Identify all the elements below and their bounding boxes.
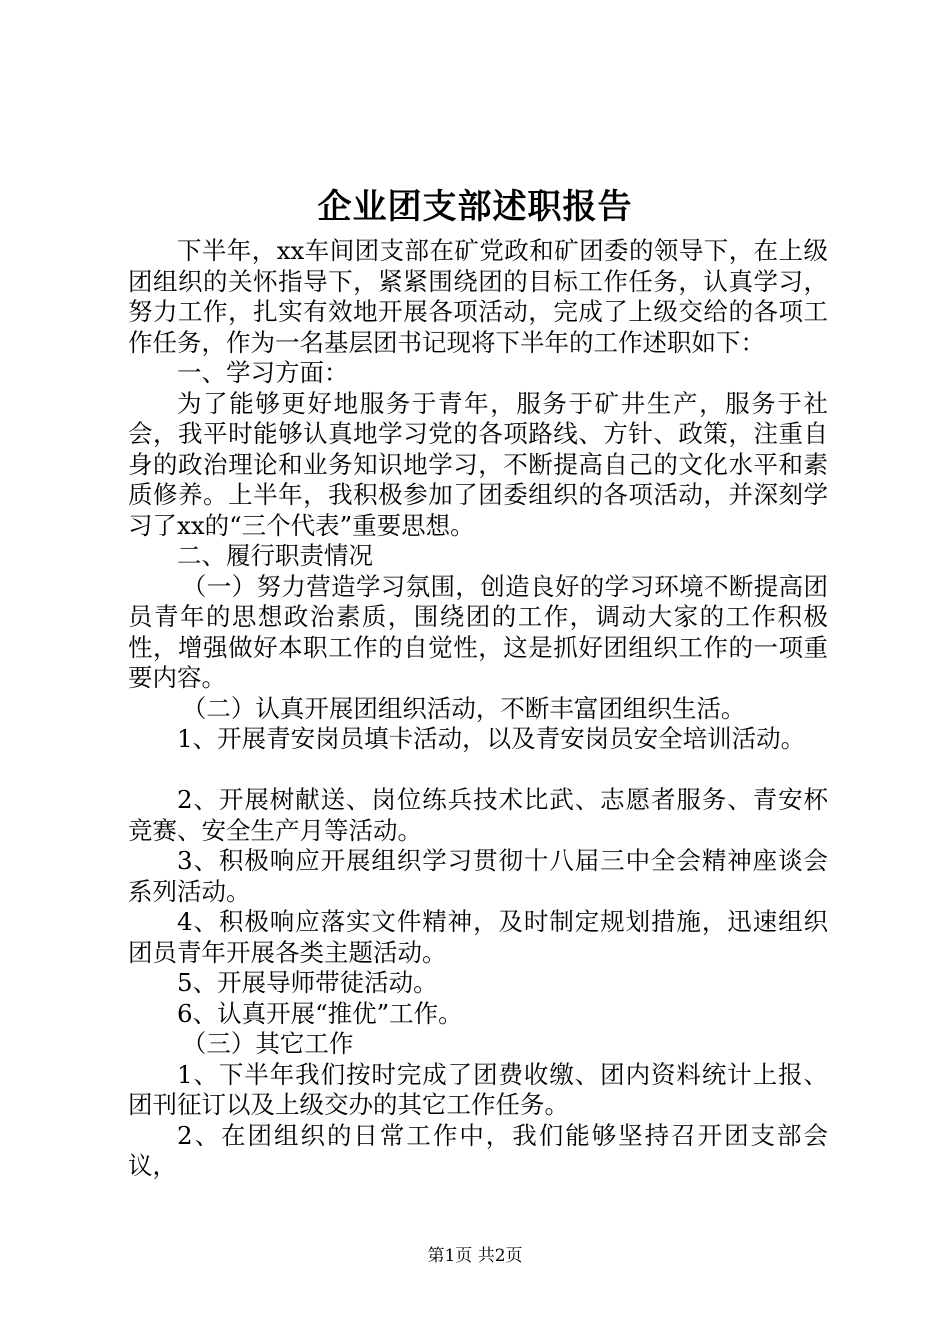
- list-item-3: 3、积极响应开展组织学习贯彻十八届三中全会精神座谈会系列活动。: [128, 846, 828, 906]
- paragraph-duties-1: （一）努力营造学习氛围，创造良好的学习环境不断提高团员青年的思想政治素质，围绕团的工作，调动大家的工作积极性，增强做好本职工作的自觉性，这是抓好团组织工作的一项重要内容。: [128, 571, 828, 692]
- document-body: [128, 236, 828, 1182]
- list-item-5: 5、开展导师带徒活动。: [177, 968, 438, 997]
- other-item-1: 1、下半年我们按时完成了团费收缴、团内资料统计上报、团刊征订以及上级交办的其它工作任务。: [128, 1059, 828, 1119]
- paragraph-intro: 下半年，xx车间团支部在矿党政和矿团委的领导下，在上级团组织的关怀指导下，紧紧围绕团的目标工作任务，认真学习，努力工作，扎实有效地开展各项活动，完成了上级交给的各项工作任务，作为一名基层团书记现将下半年的工作述职如下：: [128, 236, 828, 357]
- list-item-1: 1、开展青安岗员填卡活动，以及青安岗员安全培训活动。: [177, 724, 806, 753]
- section-heading-other: （三）其它工作: [181, 1029, 354, 1058]
- other-item-2: 2、在团组织的日常工作中，我们能够坚持召开团支部会议，: [128, 1120, 828, 1180]
- document-title: 企业团支部述职报告: [317, 187, 633, 227]
- paragraph-study: 为了能够更好地服务于青年，服务于矿井生产，服务于社会，我平时能够认真地学习党的各项路线、方针、政策，注重自身的政治理论和业务知识地学习，不断提高自己的文化水平和素质修养。上半年，我积极参加了团委组织的各项活动，并深刻学习了xx的“三个代表”重要思想。: [128, 388, 828, 540]
- list-item-4: 4、积极响应落实文件精神，及时制定规划措施，迅速组织团员青年开展各类主题活动。: [128, 907, 828, 967]
- list-item-2: 2、开展树献送、岗位练兵技术比武、志愿者服务、青安杯竞赛、安全生产月等活动。: [128, 785, 828, 845]
- section-heading-duties: 二、履行职责情况: [177, 541, 373, 570]
- page-footer: 第1页 共2页: [427, 1246, 523, 1266]
- section-heading-study: 一、学习方面：: [177, 358, 349, 387]
- list-item-6: 6、认真开展“推优”工作。: [177, 998, 463, 1028]
- paragraph-duties-2: （二）认真开展团组织活动，不断丰富团组织生活。: [181, 693, 746, 723]
